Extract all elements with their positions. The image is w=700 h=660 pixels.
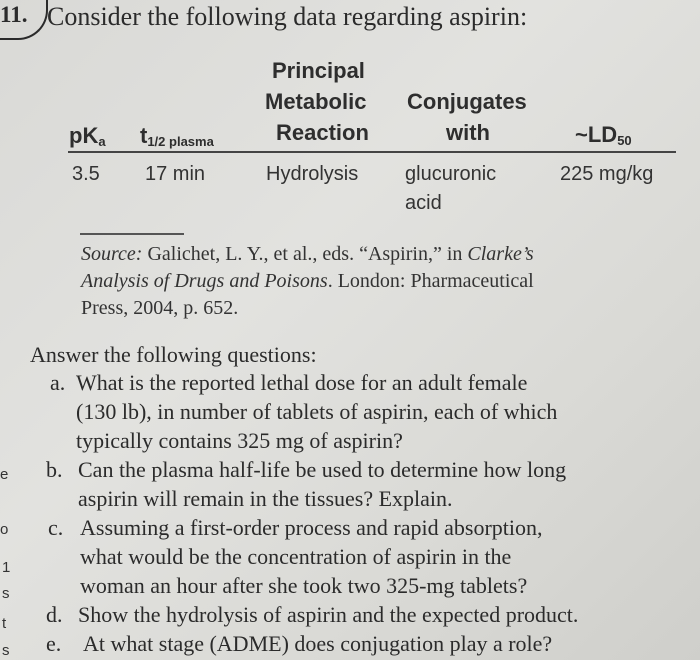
item-c-line2: what would be the concentration of aspirin in the	[80, 544, 512, 569]
source-line-3: Press, 2004, p. 652.	[81, 297, 239, 319]
item-a-line1: What is the reported lethal dose for an adult female	[76, 370, 528, 395]
cell-half-life: 17 min	[145, 163, 206, 185]
header-half-life: $t_{1/2 plasma}$	[140, 123, 214, 149]
header-reaction-line3: Reaction	[276, 120, 369, 145]
item-c-letter: c.	[48, 515, 64, 540]
item-c-line3: woman an hour after she took two 325-mg tablets?	[80, 573, 528, 598]
table-rule	[68, 151, 676, 153]
cell-reaction: Hydrolysis	[266, 163, 359, 185]
cell-pka: 3.5	[72, 163, 100, 185]
question-prompt: Consider the following data regarding aspirin:	[47, 2, 528, 31]
header-conjugates-line1: Conjugates	[407, 89, 527, 114]
item-d-letter: d.	[46, 602, 63, 627]
margin-fragment: t	[2, 615, 7, 632]
item-b-letter: b.	[46, 457, 63, 482]
question-number: 11.	[0, 2, 28, 27]
item-e-letter: e.	[46, 631, 62, 656]
header-reaction-line1: Principal	[272, 58, 365, 83]
source-line-2: Analysis of Drugs and Poisons. London: Pharmaceutical	[81, 270, 534, 292]
item-a-letter: a.	[50, 370, 66, 395]
item-c-line1: Assuming a first-order process and rapid absorption,	[80, 515, 543, 540]
header-reaction-line2: Metabolic	[265, 89, 367, 114]
item-b-line1: Can the plasma half-life be used to determine how long	[78, 457, 567, 482]
margin-fragment: s	[2, 585, 10, 602]
source-line-1: Source: Galichet, L. Y., et al., eds. “Aspirin,” in Clarke’s	[81, 243, 534, 265]
margin-fragment: 1	[2, 559, 11, 576]
cell-ld50: 225 mg/kg	[560, 163, 654, 185]
item-e-line1: At what stage (ADME) does conjugation play a role?	[83, 631, 553, 656]
header-pka: $pK_a$	[69, 123, 106, 149]
item-d-line1: Show the hydrolysis of aspirin and the expected product.	[78, 602, 579, 627]
margin-fragment: s	[2, 642, 10, 659]
item-b-line2: aspirin will remain in the tissues? Explain.	[78, 486, 453, 511]
item-a-line3: typically contains 325 mg of aspirin?	[76, 428, 403, 453]
margin-fragment: e	[0, 466, 9, 483]
cell-conjugate-line1: glucuronic	[405, 163, 497, 185]
source-rule	[80, 233, 184, 235]
header-ld50: $\sim LD_{50}$	[575, 122, 632, 148]
answers-intro: Answer the following questions:	[30, 342, 317, 367]
cell-conjugate-line2: acid	[405, 192, 442, 214]
header-conjugates-line2: with	[446, 120, 490, 145]
margin-fragment: o	[0, 521, 9, 538]
item-a-line2: (130 lb), in number of tablets of aspirin, each of which	[76, 399, 558, 424]
